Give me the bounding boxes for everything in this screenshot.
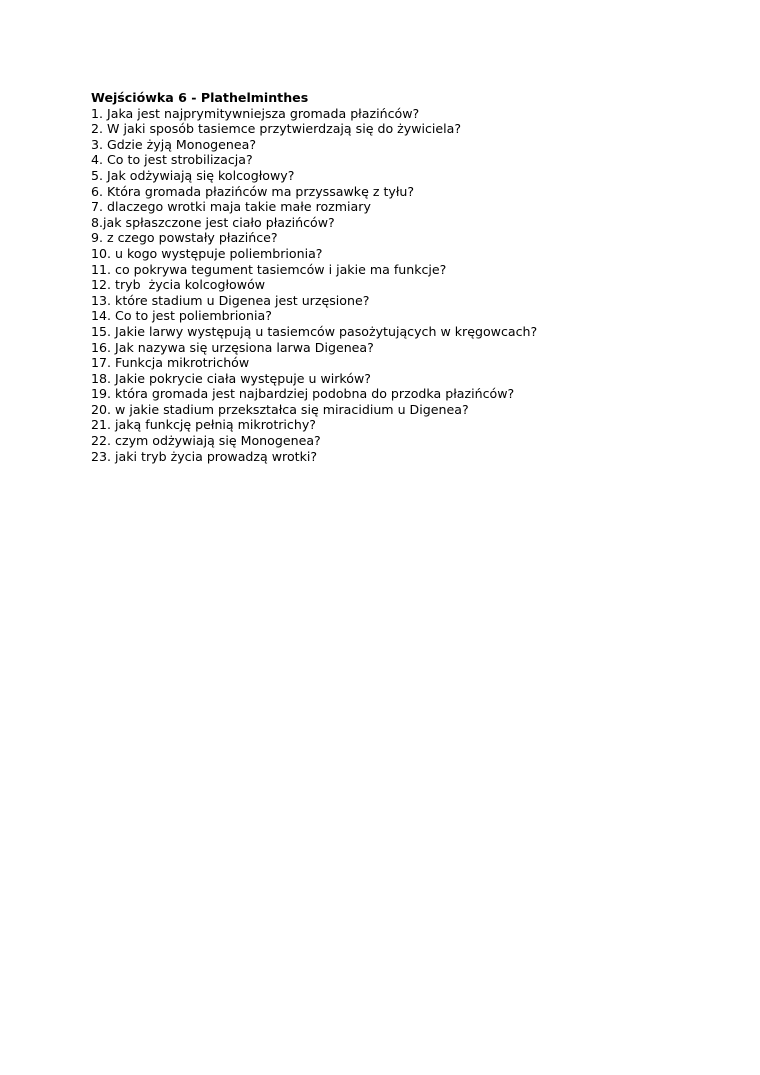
question-item: 22. czym odżywiają się Monogenea?	[91, 433, 321, 449]
question-item: 21. jaką funkcję pełnią mikrotrichy?	[91, 417, 316, 433]
question-list	[91, 106, 711, 465]
question-item: 15. Jakie larwy występują u tasiemców pasożytujących w kręgowcach?	[91, 323, 538, 339]
question-item: 14. Co to jest poliembrionia?	[91, 308, 272, 324]
question-item: 12. tryb życia kolcogłowów	[91, 277, 266, 293]
question-item: 5. Jak odżywiają się kolcogłowy?	[91, 167, 295, 183]
question-item: 18. Jakie pokrycie ciała występuje u wirków?	[91, 370, 371, 386]
question-item: 4. Co to jest strobilizacja?	[91, 152, 253, 168]
question-item: 9. z czego powstały płazińce?	[91, 230, 278, 246]
question-item: 11. co pokrywa tegument tasiemców i jakie ma funkcje?	[91, 261, 447, 277]
question-item: 3. Gdzie żyją Monogenea?	[91, 136, 257, 152]
question-item: 10. u kogo występuje poliembrionia?	[91, 245, 323, 261]
document-title: Wejściówka 6 - Plathelminthes	[91, 90, 309, 105]
document-content	[91, 90, 711, 464]
question-item: 1. Jaka jest najprymitywniejsza gromada płazińców?	[91, 105, 420, 121]
question-item: 17. Funkcja mikrotrichów	[91, 355, 250, 371]
question-item: 16. Jak nazywa się urzęsiona larwa Digenea?	[91, 339, 374, 355]
question-item: 7. dlaczego wrotki maja takie małe rozmiary	[91, 199, 371, 215]
question-item: 23. jaki tryb życia prowadzą wrotki?	[91, 448, 318, 464]
question-item: 20. w jakie stadium przekształca się miracidium u Digenea?	[91, 401, 469, 417]
question-item: 19. która gromada jest najbardziej podobna do przodka płazińców?	[91, 386, 515, 402]
question-item: 13. które stadium u Digenea jest urzęsione?	[91, 292, 370, 308]
question-item: 8.jak spłaszczone jest ciało płazińców?	[91, 214, 335, 230]
question-item: 6. Która gromada płazińców ma przyssawkę z tyłu?	[91, 183, 415, 199]
question-item: 2. W jaki sposób tasiemce przytwierdzają się do żywiciela?	[91, 121, 462, 137]
